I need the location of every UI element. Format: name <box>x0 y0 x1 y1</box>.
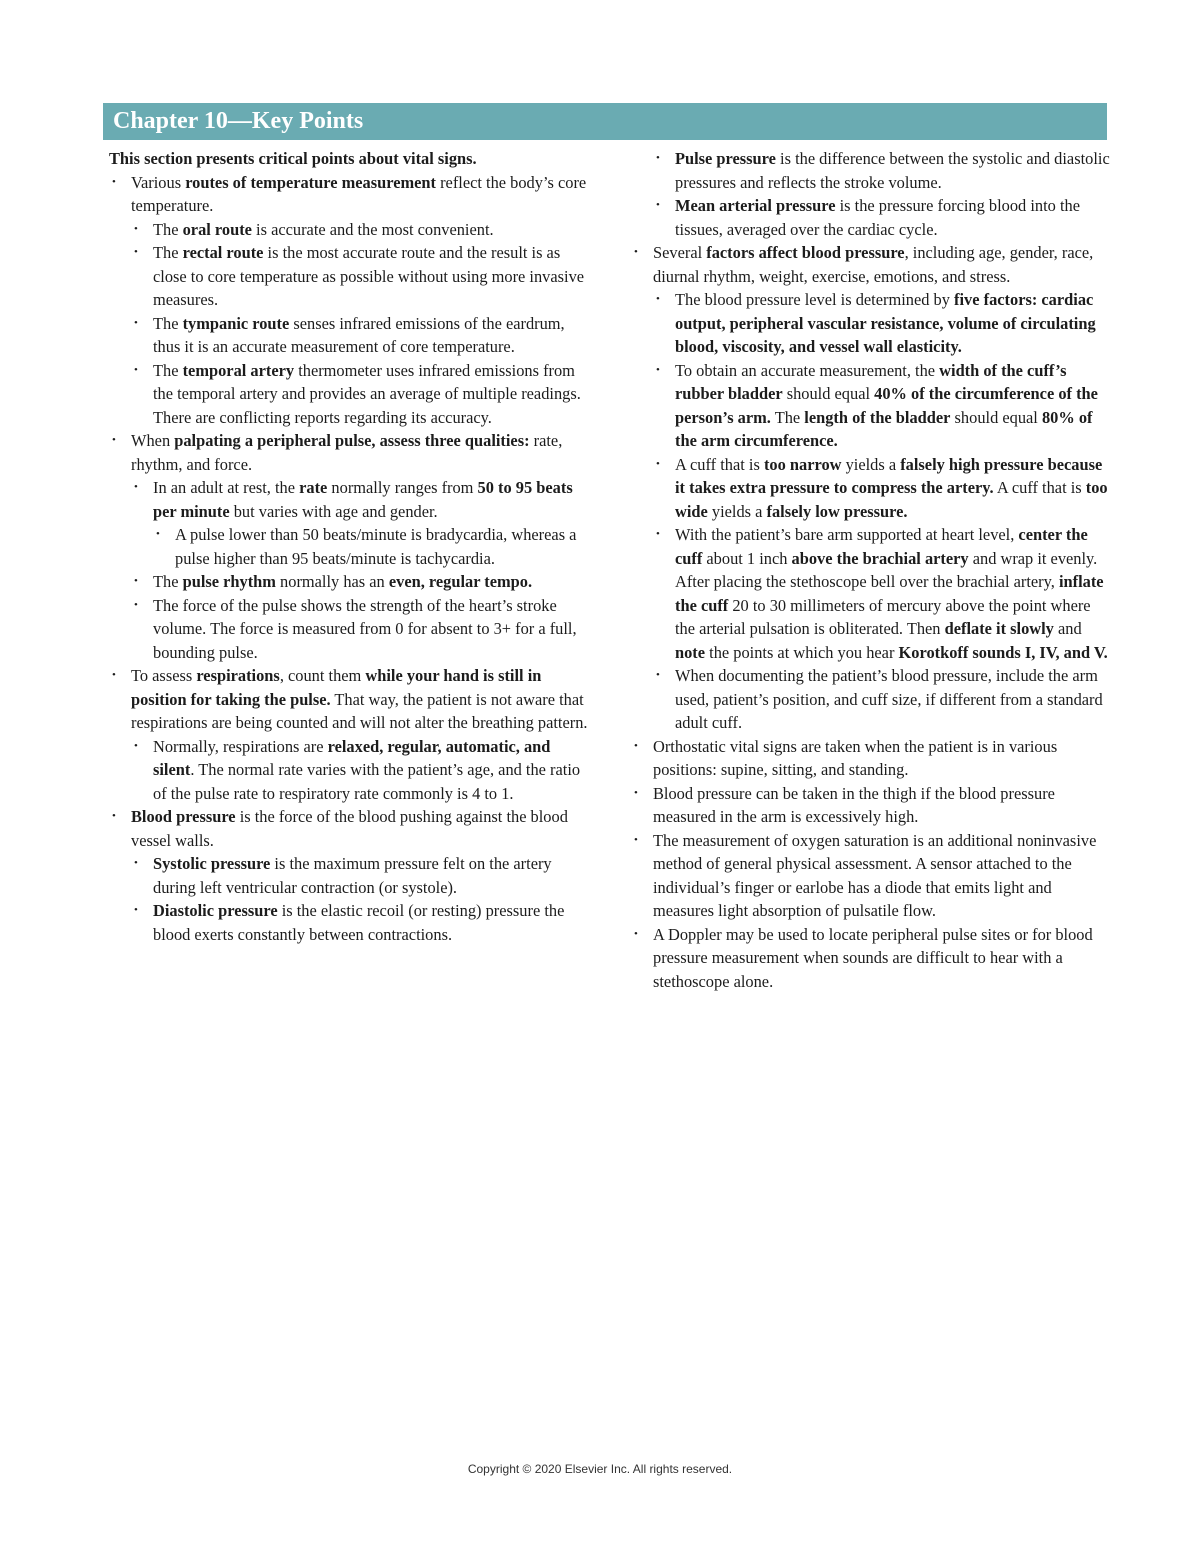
list-item-oxygen-saturation: • The measurement of oxygen saturation is an additional noninvasive method of general physical assessment. A sensor attached to the individual’s finger or earlobe has a diode that emits light and measures light absorption of pulsatile flow. <box>631 829 1111 923</box>
list-item-thigh: • Blood pressure can be taken in the thigh if the blood pressure measured in the arm is excessively high. <box>631 782 1111 829</box>
list-item-documenting: • When documenting the patient’s blood pressure, include the arm used, patient’s position, and cuff size, if different from a standard adult cuff. <box>653 664 1111 735</box>
list-item-cuff-width: • To obtain an accurate measurement, the width of the cuff’s rubber bladder should equal 40% of the circumference of the person’s arm. The length of the bladder should equal 80% of the arm circumference. <box>653 359 1111 453</box>
list-item-orthostatic: • Orthostatic vital signs are taken when the patient is in various positions: supine, sitting, and standing. <box>631 735 1111 782</box>
list-item-normal-respirations: • Normally, respirations are relaxed, regular, automatic, and silent. The normal rate varies with the patient’s age, and the ratio of the pulse rate to respiratory rate commonly is 4 to 1. <box>131 735 595 806</box>
list-item-pulse: • When palpating a peripheral pulse, assess three qualities: rate, rhythm, and force. • In an adult at rest, the rate normally ranges from 50 to 95 beats per minute but varies with age and gender. • A pulse lower than 50 beats/minute is bradycardia, whereas a pulse higher than 95 beats/minute is tachycardia. • The pulse rhythm normally has an even, regular tempo. • The force of the pulse shows the strength of the heart’s stroke volume. The force is measured from 0 for absent to 3+ for a full, bounding pulse. <box>109 429 595 664</box>
list-item-respirations: • To assess respirations, count them while your hand is still in position for taking the pulse. That way, the patient is not aware that respirations are being counted and will not alter the breathing pattern. • Normally, respirations are relaxed, regular, automatic, and silent. The normal rate varies with the patient’s age, and the ratio of the pulse rate to respiratory rate commonly is 4 to 1. <box>109 664 595 805</box>
intro-text: This section presents critical points about vital signs. <box>109 149 477 168</box>
list-item-bradycardia: • A pulse lower than 50 beats/minute is bradycardia, whereas a pulse higher than 95 beats/minute is tachycardia. <box>153 523 595 570</box>
chapter-banner <box>103 103 1107 140</box>
copyright-footer: Copyright © 2020 Elsevier Inc. All rights reserved. <box>467 1462 733 1476</box>
list-item-mean-arterial-pressure: • Mean arterial pressure is the pressure forcing blood into the tissues, averaged over the cardiac cycle. <box>653 194 1111 241</box>
list-item-cuff-narrow: • A cuff that is too narrow yields a falsely high pressure because it takes extra pressure to compress the artery. A cuff that is too wide yields a falsely low pressure. <box>653 453 1111 524</box>
chapter-title: Chapter 10—Key Points <box>113 108 364 134</box>
right-list <box>631 147 1111 993</box>
list-item-technique: • With the patient’s bare arm supported at heart level, center the cuff about 1 inch above the brachial artery and wrap it evenly. After placing the stethoscope bell over the brachial artery, inflate the cuff 20 to 30 millimeters of mercury above the point where the arterial pulsation is obliterated. Then deflate it slowly and note the points at which you hear Korotkoff sounds I, IV, and V. <box>653 523 1111 664</box>
list-item-doppler: • A Doppler may be used to locate peripheral pulse sites or for blood pressure measurement when sounds are difficult to hear with a stethoscope alone. <box>631 923 1111 994</box>
list-item-tympanic-route: • The tympanic route senses infrared emissions of the eardrum, thus it is an accurate measurement of core temperature. <box>131 312 595 359</box>
list-item-systolic: • Systolic pressure is the maximum pressure felt on the artery during left ventricular contraction (or systole). <box>131 852 595 899</box>
right-column <box>631 147 1111 993</box>
list-item-temporal-artery: • The temporal artery thermometer uses infrared emissions from the temporal artery and provides an average of multiple readings. There are conflicting reports regarding its accuracy. <box>131 359 595 430</box>
list-item-pulse-rhythm: • The pulse rhythm normally has an even, regular tempo. <box>131 570 595 594</box>
list-item-pulse-force: • The force of the pulse shows the strength of the heart’s stroke volume. The force is measured from 0 for absent to 3+ for a full, bounding pulse. <box>131 594 595 665</box>
list-item-bp-factors: • Several factors affect blood pressure, including age, gender, race, diurnal rhythm, weight, exercise, emotions, and stress. • The blood pressure level is determined by five factors: cardiac output, peripheral vascular resistance, volume of circulating blood, viscosity, and vessel wall elasticity. • To obtain an accurate measurement, the width of the cuff’s rubber bladder should equal 40% of the circumference of the person’s arm. The length of the bladder should equal 80% of the arm circumference. • A cuff that is too narrow yields a falsely high pressure because it takes extra pressure to compress the artery. A cuff that is too wide yields a falsely low pressure. • With the patient’s bare arm supported at heart level, center the cuff about 1 inch above the brachial artery and wrap it evenly. After placing the stethoscope bell over the brachial artery, inflate the cuff 20 to 30 millimeters of mercury above the point where the arterial pulsation is obliterated. Then deflate it slowly and note the points at which you hear Korotkoff sounds I, IV, and V. • When documenting the patient’s blood pressure, include the arm used, patient’s position, and cuff size, if different from a standard adult cuff. <box>631 241 1111 735</box>
list-item-rectal-route: • The rectal route is the most accurate route and the result is as close to core temperature as possible without using more invasive measures. <box>131 241 595 312</box>
list-item-diastolic: • Diastolic pressure is the elastic recoil (or resting) pressure the blood exerts constantly between contractions. <box>131 899 595 946</box>
list-item-temperature: • Various routes of temperature measurement reflect the body’s core temperature. • The oral route is accurate and the most convenient. • The rectal route is the most accurate route and the result is as close to core temperature as possible without using more invasive measures. • The tympanic route senses infrared emissions of the eardrum, thus it is an accurate measurement of core temperature. • The temporal artery thermometer uses infrared emissions from the temporal artery and provides an average of multiple readings. There are conflicting reports regarding its accuracy. <box>109 171 595 430</box>
list-item-pulse-pressure: • Pulse pressure is the difference between the systolic and diastolic pressures and reflects the stroke volume. <box>653 147 1111 194</box>
list-item-oral-route: • The oral route is accurate and the most convenient. <box>131 218 595 242</box>
list-item-blood-pressure: • Blood pressure is the force of the blood pushing against the blood vessel walls. • Systolic pressure is the maximum pressure felt on the artery during left ventricular contraction (or systole). • Diastolic pressure is the elastic recoil (or resting) pressure the blood exerts constantly between contractions. <box>109 805 595 946</box>
left-list <box>109 171 595 947</box>
list-item-five-factors: • The blood pressure level is determined by five factors: cardiac output, peripheral vascular resistance, volume of circulating blood, viscosity, and vessel wall elasticity. <box>653 288 1111 359</box>
left-column <box>109 147 595 946</box>
list-item-pulse-rate: • In an adult at rest, the rate normally ranges from 50 to 95 beats per minute but varies with age and gender. • A pulse lower than 50 beats/minute is bradycardia, whereas a pulse higher than 95 beats/minute is tachycardia. <box>131 476 595 570</box>
